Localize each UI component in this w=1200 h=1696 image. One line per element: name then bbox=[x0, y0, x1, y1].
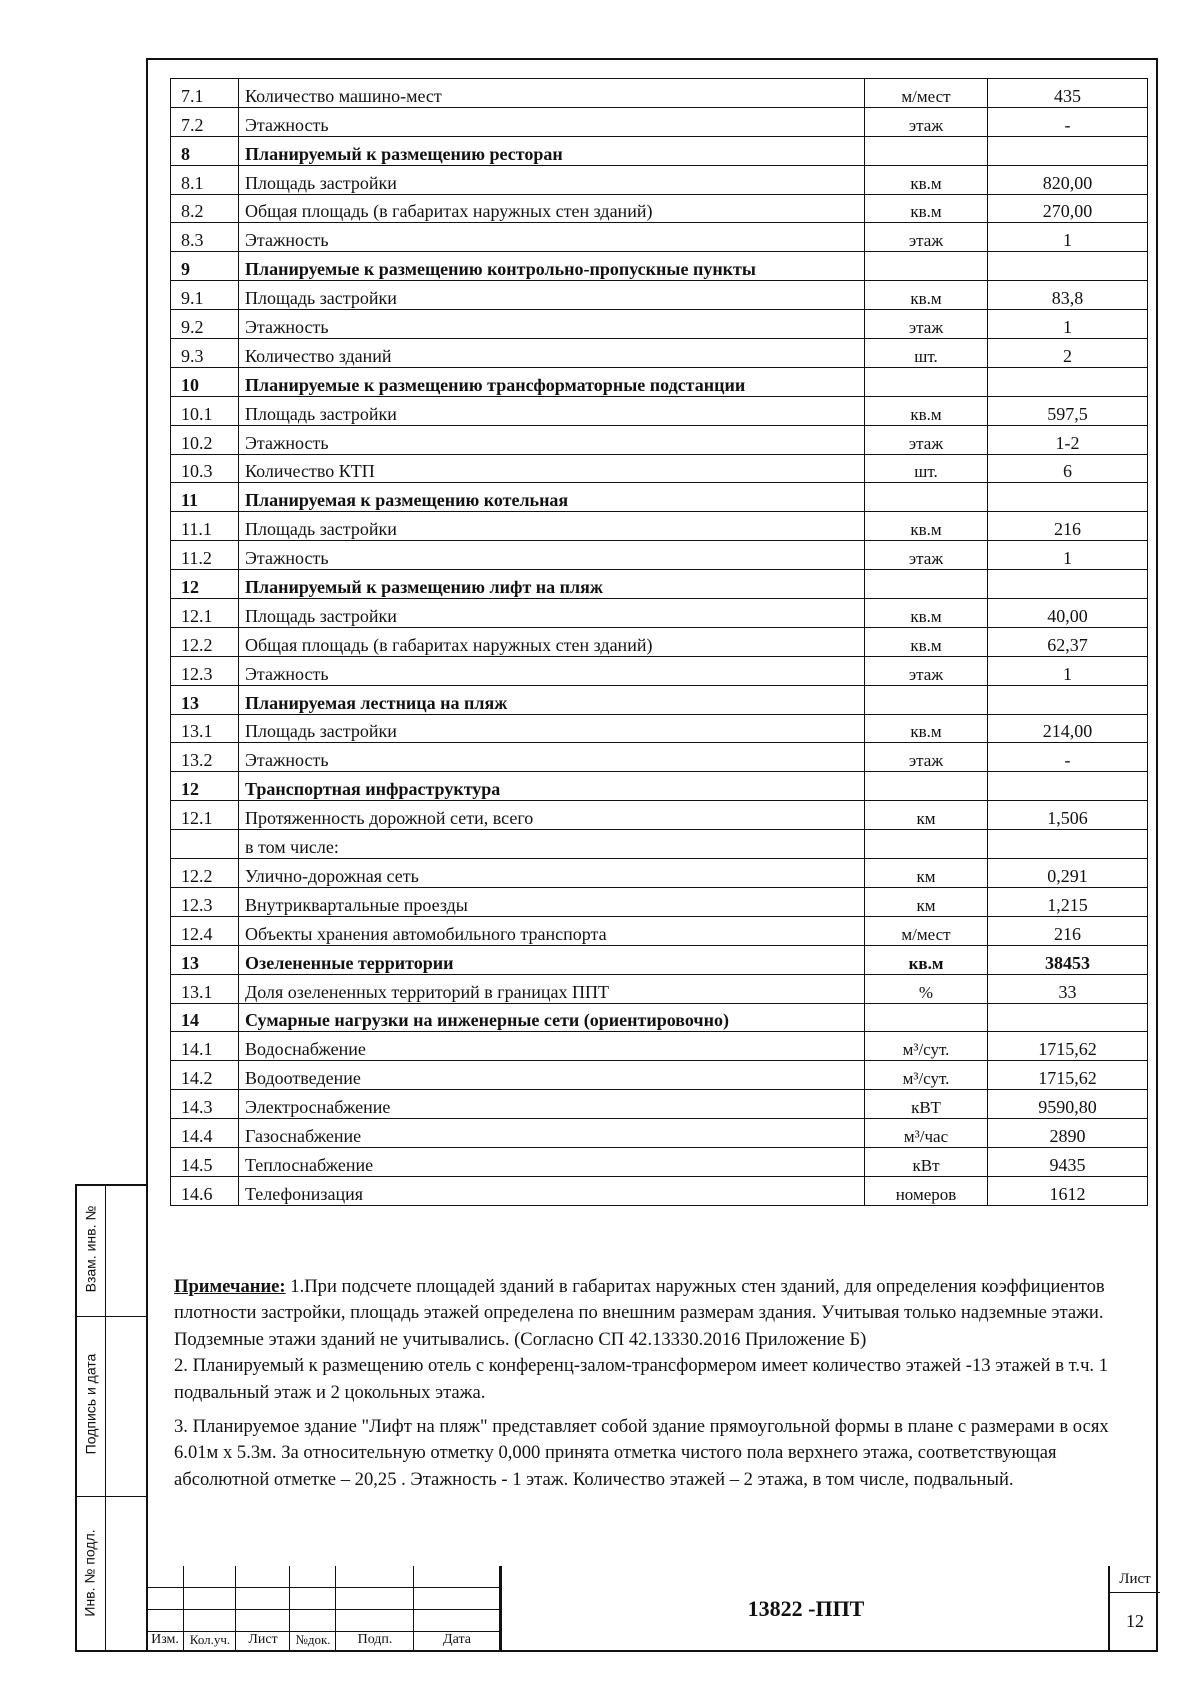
row-number: 12.2 bbox=[171, 859, 239, 888]
row-unit: кв.м bbox=[865, 627, 988, 656]
row-number: 12 bbox=[171, 570, 239, 599]
row-number: 10.2 bbox=[171, 425, 239, 454]
row-value: 9435 bbox=[988, 1147, 1148, 1176]
table-row bbox=[171, 599, 1148, 628]
row-unit bbox=[865, 1003, 988, 1032]
tb-col-kolvo: Кол.уч. bbox=[189, 1632, 231, 1647]
row-name: Планируемая к размещению котельная bbox=[239, 483, 865, 512]
row-unit: м/мест bbox=[865, 79, 988, 108]
section-row bbox=[171, 483, 1148, 512]
row-name: Общая площадь (в габаритах наружных стен зданий) bbox=[239, 627, 865, 656]
row-name: Планируемая лестница на пляж bbox=[239, 685, 865, 714]
row-number: 13 bbox=[171, 685, 239, 714]
row-unit: кВт bbox=[865, 1147, 988, 1176]
row-name: Теплоснабжение bbox=[239, 1147, 865, 1176]
row-number: 7.2 bbox=[171, 107, 239, 136]
row-unit: кв.м bbox=[865, 396, 988, 425]
row-value: 83,8 bbox=[988, 281, 1148, 310]
row-value: 1 bbox=[988, 223, 1148, 252]
row-unit bbox=[865, 136, 988, 165]
row-number: 8.3 bbox=[171, 223, 239, 252]
row-name: Этажность bbox=[239, 656, 865, 685]
specification-table bbox=[170, 78, 1148, 1206]
table-row bbox=[171, 1032, 1148, 1061]
row-unit bbox=[865, 252, 988, 281]
row-unit: этаж bbox=[865, 541, 988, 570]
table-row bbox=[171, 1176, 1148, 1205]
row-value: 435 bbox=[988, 79, 1148, 108]
note-2: 2. Планируемый к размещению отель с конференц-залом-трансформером имеет количество этажей -13 этажей в т.ч. 1 подвальный этаж и 2 цокольных этажа. bbox=[174, 1355, 1109, 1403]
row-number: 14.5 bbox=[171, 1147, 239, 1176]
table-row bbox=[171, 165, 1148, 194]
row-number: 10.3 bbox=[171, 454, 239, 483]
row-number: 13.2 bbox=[171, 743, 239, 772]
row-unit bbox=[865, 483, 988, 512]
table-row bbox=[171, 974, 1148, 1003]
row-name: Площадь застройки bbox=[239, 281, 865, 310]
row-name: в том числе: bbox=[239, 830, 865, 859]
document-code: 13822 -ППТ bbox=[500, 1566, 1110, 1652]
table-row bbox=[171, 656, 1148, 685]
note-3: 3. Планируемое здание "Лифт на пляж" представляет собой здание прямоугольной формы в плане с размерами в осях 6.01м х 5.3м. За относительную отметку 0,000 принята отметка чистого пола верхнего этажа, соответствующая абсолютной отметке – 20,25 . Этажность - 1 этаж. Количество этажей – 2 этажа, в том числе, подвальный. bbox=[174, 1416, 1109, 1490]
row-value: 1 bbox=[988, 310, 1148, 339]
tb-col-list: Лист bbox=[248, 1632, 278, 1647]
row-number: 12.4 bbox=[171, 916, 239, 945]
row-number: 14 bbox=[171, 1003, 239, 1032]
row-value bbox=[988, 367, 1148, 396]
row-name: Водоотведение bbox=[239, 1061, 865, 1090]
row-value: 820,00 bbox=[988, 165, 1148, 194]
row-unit: % bbox=[865, 974, 988, 1003]
row-name: Площадь застройки bbox=[239, 165, 865, 194]
table-row bbox=[171, 916, 1148, 945]
table-row bbox=[171, 107, 1148, 136]
row-name: Протяженность дорожной сети, всего bbox=[239, 801, 865, 830]
row-value: 0,291 bbox=[988, 859, 1148, 888]
row-unit bbox=[865, 570, 988, 599]
row-name: Планируемые к размещению трансформаторные подстанции bbox=[239, 367, 865, 396]
row-value: 1715,62 bbox=[988, 1061, 1148, 1090]
row-number: 13.1 bbox=[171, 974, 239, 1003]
revision-grid bbox=[146, 1566, 500, 1652]
row-number: 13.1 bbox=[171, 714, 239, 743]
table-row bbox=[171, 223, 1148, 252]
row-unit: км bbox=[865, 801, 988, 830]
row-name: Этажность bbox=[239, 743, 865, 772]
sheet-number: 12 bbox=[1126, 1611, 1144, 1631]
sheet-label: Лист bbox=[1110, 1566, 1160, 1593]
table-row bbox=[171, 743, 1148, 772]
row-name: Электроснабжение bbox=[239, 1090, 865, 1119]
row-name: Этажность bbox=[239, 310, 865, 339]
row-number: 12.1 bbox=[171, 801, 239, 830]
row-unit: км bbox=[865, 887, 988, 916]
table-row bbox=[171, 859, 1148, 888]
table-row bbox=[171, 512, 1148, 541]
row-unit: кв.м bbox=[865, 714, 988, 743]
row-number: 7.1 bbox=[171, 79, 239, 108]
row-unit: км bbox=[865, 859, 988, 888]
row-number: 8 bbox=[171, 136, 239, 165]
row-number: 14.6 bbox=[171, 1176, 239, 1205]
row-number: 10 bbox=[171, 367, 239, 396]
row-name: Этажность bbox=[239, 541, 865, 570]
row-number: 14.4 bbox=[171, 1119, 239, 1148]
row-unit: номеров bbox=[865, 1176, 988, 1205]
row-unit: м/мест bbox=[865, 916, 988, 945]
table-row bbox=[171, 714, 1148, 743]
row-name: Общая площадь (в габаритах наружных стен зданий) bbox=[239, 194, 865, 223]
row-name: Этажность bbox=[239, 223, 865, 252]
table-row bbox=[171, 1090, 1148, 1119]
section-row bbox=[171, 570, 1148, 599]
row-number: 9.3 bbox=[171, 339, 239, 368]
row-name: Площадь застройки bbox=[239, 599, 865, 628]
section-row bbox=[171, 945, 1148, 974]
row-value: 2 bbox=[988, 339, 1148, 368]
row-value: 270,00 bbox=[988, 194, 1148, 223]
tb-col-podp: Подп. bbox=[357, 1632, 393, 1647]
row-value bbox=[988, 1003, 1148, 1032]
row-number: 12.3 bbox=[171, 887, 239, 916]
row-number: 11 bbox=[171, 483, 239, 512]
row-name: Водоснабжение bbox=[239, 1032, 865, 1061]
row-value: 33 bbox=[988, 974, 1148, 1003]
row-name: Количество зданий bbox=[239, 339, 865, 368]
row-unit: кв.м bbox=[865, 165, 988, 194]
row-unit bbox=[865, 685, 988, 714]
section-row bbox=[171, 367, 1148, 396]
tb-col-data: Дата bbox=[443, 1632, 471, 1647]
title-block bbox=[146, 1566, 1158, 1652]
row-number: 12.3 bbox=[171, 656, 239, 685]
row-name: Газоснабжение bbox=[239, 1119, 865, 1148]
row-number: 14.1 bbox=[171, 1032, 239, 1061]
table-row bbox=[171, 801, 1148, 830]
table-row bbox=[171, 194, 1148, 223]
row-name: Доля озелененных территорий в границах ППТ bbox=[239, 974, 865, 1003]
row-unit: м³/сут. bbox=[865, 1061, 988, 1090]
table-row bbox=[171, 310, 1148, 339]
table-row bbox=[171, 454, 1148, 483]
row-name: Этажность bbox=[239, 107, 865, 136]
row-number: 13 bbox=[171, 945, 239, 974]
row-value: - bbox=[988, 743, 1148, 772]
section-row bbox=[171, 1003, 1148, 1032]
margin-label-podpis: Подпись и дата bbox=[82, 1353, 99, 1455]
row-number: 10.1 bbox=[171, 396, 239, 425]
section-row bbox=[171, 136, 1148, 165]
row-unit bbox=[865, 367, 988, 396]
notes-heading: Примечание: bbox=[174, 1276, 286, 1297]
table-row bbox=[171, 1061, 1148, 1090]
row-unit: кв.м bbox=[865, 512, 988, 541]
row-unit: этаж bbox=[865, 743, 988, 772]
row-value: 214,00 bbox=[988, 714, 1148, 743]
row-name: Площадь застройки bbox=[239, 714, 865, 743]
row-value bbox=[988, 772, 1148, 801]
table-row bbox=[171, 425, 1148, 454]
row-number: 8.1 bbox=[171, 165, 239, 194]
row-value bbox=[988, 570, 1148, 599]
tb-col-izm: Изм. bbox=[151, 1632, 179, 1647]
note-1: Примечание: 1.При подсчете площадей зданий в габаритах наружных стен зданий, для определения коэффициентов плотности застройки, площадь этажей определена по внешним размерам здания. Учитывая только надземные этажи. Подземные этажи зданий не учитывались. (Согласно СП 42.13330.2016 Приложение Б) bbox=[174, 1276, 1105, 1350]
section-row bbox=[171, 685, 1148, 714]
section-row bbox=[171, 252, 1148, 281]
row-name: Площадь застройки bbox=[239, 396, 865, 425]
row-name: Озелененные территории bbox=[239, 945, 865, 974]
row-number: 11.1 bbox=[171, 512, 239, 541]
row-unit: этаж bbox=[865, 107, 988, 136]
row-unit: кв.м bbox=[865, 945, 988, 974]
row-unit bbox=[865, 830, 988, 859]
row-number: 14.3 bbox=[171, 1090, 239, 1119]
row-value: 40,00 bbox=[988, 599, 1148, 628]
row-name: Количество КТП bbox=[239, 454, 865, 483]
row-number: 9.2 bbox=[171, 310, 239, 339]
notes-block bbox=[174, 1274, 1144, 1493]
row-name: Этажность bbox=[239, 425, 865, 454]
row-unit: этаж bbox=[865, 656, 988, 685]
row-value bbox=[988, 685, 1148, 714]
table-row bbox=[171, 339, 1148, 368]
row-unit: этаж bbox=[865, 425, 988, 454]
row-number: 9 bbox=[171, 252, 239, 281]
row-value: 62,37 bbox=[988, 627, 1148, 656]
table-row bbox=[171, 1147, 1148, 1176]
section-row bbox=[171, 772, 1148, 801]
row-name: Транспортная инфраструктура bbox=[239, 772, 865, 801]
table-row bbox=[171, 541, 1148, 570]
row-name: Планируемый к размещению лифт на пляж bbox=[239, 570, 865, 599]
row-name: Улично-дорожная сеть bbox=[239, 859, 865, 888]
row-value: 6 bbox=[988, 454, 1148, 483]
row-name: Планируемый к размещению ресторан bbox=[239, 136, 865, 165]
row-number: 11.2 bbox=[171, 541, 239, 570]
table-row bbox=[171, 1119, 1148, 1148]
row-value bbox=[988, 252, 1148, 281]
row-value: 216 bbox=[988, 916, 1148, 945]
row-unit: шт. bbox=[865, 339, 988, 368]
row-value: 216 bbox=[988, 512, 1148, 541]
tb-col-ndok: №док. bbox=[295, 1632, 331, 1647]
row-unit: кв.м bbox=[865, 281, 988, 310]
row-number: 12.1 bbox=[171, 599, 239, 628]
row-value: 1715,62 bbox=[988, 1032, 1148, 1061]
row-value: 1 bbox=[988, 541, 1148, 570]
table-row bbox=[171, 887, 1148, 916]
row-value: 1,215 bbox=[988, 887, 1148, 916]
row-name: Внутриквартальные проезды bbox=[239, 887, 865, 916]
row-unit: этаж bbox=[865, 310, 988, 339]
row-number: 12.2 bbox=[171, 627, 239, 656]
row-unit: кВТ bbox=[865, 1090, 988, 1119]
row-value: 38453 bbox=[988, 945, 1148, 974]
row-value: 2890 bbox=[988, 1119, 1148, 1148]
row-value bbox=[988, 136, 1148, 165]
row-value: - bbox=[988, 107, 1148, 136]
row-value: 1,506 bbox=[988, 801, 1148, 830]
row-unit: кв.м bbox=[865, 194, 988, 223]
row-name: Объекты хранения автомобильного транспорта bbox=[239, 916, 865, 945]
row-name: Телефонизация bbox=[239, 1176, 865, 1205]
row-value: 1612 bbox=[988, 1176, 1148, 1205]
row-value bbox=[988, 830, 1148, 859]
row-unit: шт. bbox=[865, 454, 988, 483]
row-number: 9.1 bbox=[171, 281, 239, 310]
row-number: 12 bbox=[171, 772, 239, 801]
row-name: Площадь застройки bbox=[239, 512, 865, 541]
row-number bbox=[171, 830, 239, 859]
margin-label-vzam: Взам. инв. № bbox=[82, 1205, 99, 1293]
table-row bbox=[171, 396, 1148, 425]
row-value: 1 bbox=[988, 656, 1148, 685]
row-name: Сумарные нагрузки на инженерные сети (ориентировочно) bbox=[239, 1003, 865, 1032]
row-value bbox=[988, 483, 1148, 512]
table-row bbox=[171, 79, 1148, 108]
sheet-box bbox=[1108, 1566, 1160, 1652]
row-name: Планируемые к размещению контрольно-пропускные пункты bbox=[239, 252, 865, 281]
table-row bbox=[171, 627, 1148, 656]
row-value: 597,5 bbox=[988, 396, 1148, 425]
row-unit: м³/час bbox=[865, 1119, 988, 1148]
margin-label-inv: Инв. № подл. bbox=[82, 1529, 98, 1617]
row-unit bbox=[865, 772, 988, 801]
table-row bbox=[171, 281, 1148, 310]
row-number: 8.2 bbox=[171, 194, 239, 223]
row-value: 9590,80 bbox=[988, 1090, 1148, 1119]
row-unit: кв.м bbox=[865, 599, 988, 628]
row-unit: этаж bbox=[865, 223, 988, 252]
table-row bbox=[171, 830, 1148, 859]
row-name: Количество машино-мест bbox=[239, 79, 865, 108]
row-unit: м³/сут. bbox=[865, 1032, 988, 1061]
row-number: 14.2 bbox=[171, 1061, 239, 1090]
row-value: 1-2 bbox=[988, 425, 1148, 454]
